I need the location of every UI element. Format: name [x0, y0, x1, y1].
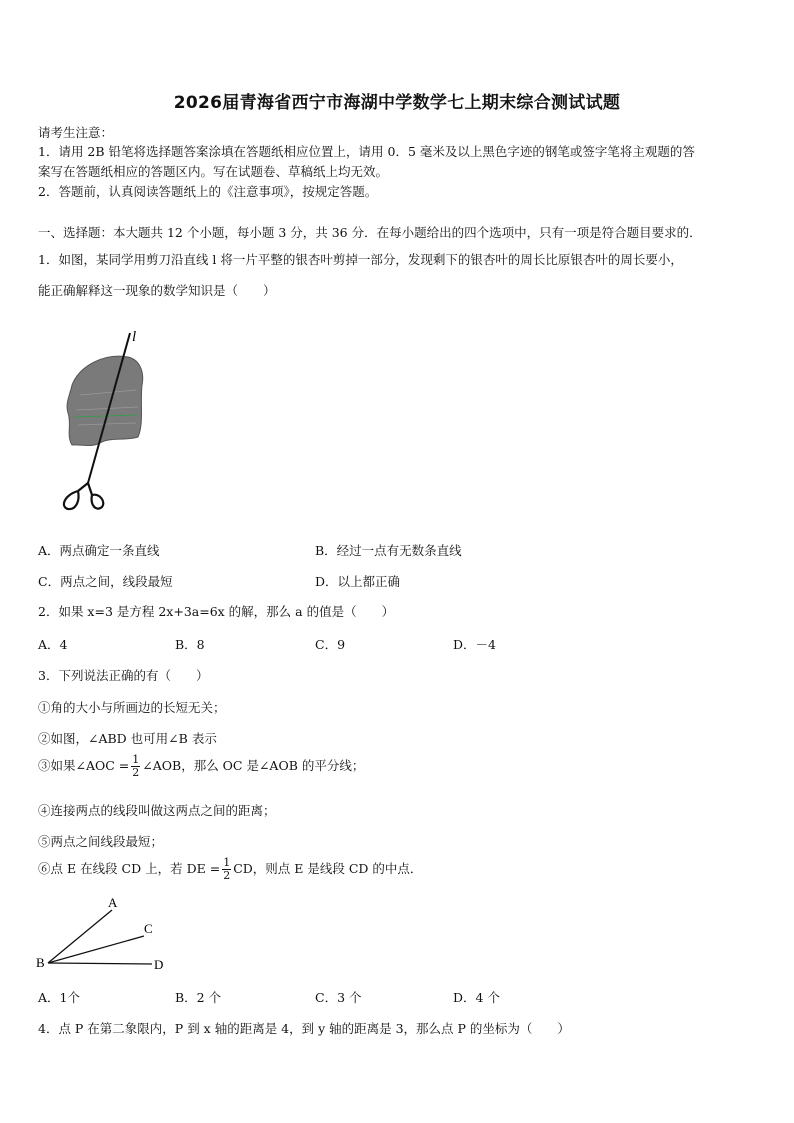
q3-option-c: C．3 个 — [315, 990, 362, 1005]
q3-stem: 3．下列说法正确的有（ ） — [38, 668, 209, 683]
q4-stem: 4．点 P 在第二象限内，P 到 x 轴的距离是 4，到 y 轴的距离是 3，那么点 P 的坐标为（ ） — [38, 1021, 570, 1036]
q2-option-d: D．－4 — [453, 637, 496, 652]
q3-s6-suffix: CD，则点 E 是线段 CD 的中点． — [233, 861, 423, 876]
q2-option-c: C．9 — [315, 637, 346, 652]
q2-option-a: A．4 — [38, 637, 68, 652]
q3-option-b: B．2 个 — [175, 990, 222, 1005]
scissors-icon — [64, 483, 103, 509]
q3-s3-denominator: 2 — [132, 766, 140, 779]
ray-bc — [48, 936, 144, 963]
q1-stem-line2: 能正确解释这一现象的数学知识是（ ） — [38, 283, 276, 298]
point-a-label: A — [108, 895, 118, 910]
notice-line-1b: 案写在答题纸相应的答题区内。写在试题卷、草稿纸上均无效。 — [38, 164, 389, 179]
q3-s3-suffix: ∠AOB，那么 OC 是∠AOB 的平分线； — [142, 758, 365, 773]
q3-s3-numerator: 1 — [132, 753, 140, 766]
q3-s3-prefix: ③如果∠AOC = — [38, 758, 130, 773]
ginkgo-leaf-shape — [67, 356, 143, 445]
section-heading: 一、选择题：本大题共 12 个小题，每小题 3 分，共 36 分．在每小题给出的四个选项中，只有一项是符合题目要求的． — [38, 225, 702, 240]
q1-option-d: D．以上都正确 — [315, 574, 401, 589]
point-b-label: B — [36, 955, 45, 970]
q3-statement-6 — [38, 857, 422, 882]
q3-option-d: D．4 个 — [453, 990, 500, 1005]
q3-option-a: A．1个 — [38, 990, 80, 1005]
point-d-label: D — [154, 957, 164, 972]
q3-statement-3 — [38, 754, 364, 779]
q3-s6-fraction — [222, 857, 231, 882]
notice-line-1a: 1．请用 2B 铅笔将选择题答案涂填在答题纸相应位置上，请用 0．5 毫米及以上黑色字迹的钢笔或签字笔将主观题的答 — [38, 144, 695, 159]
notice-line-2: 2．答题前，认真阅读答题纸上的《注意事项》，按规定答题。 — [38, 184, 378, 199]
q3-statement-2: ②如图，∠ABD 也可用∠B 表示 — [38, 731, 217, 746]
q1-stem-line1: 1．如图，某同学用剪刀沿直线 l 将一片平整的银杏叶剪掉一部分，发现剩下的银杏叶的周长比原银杏叶的周长要小， — [38, 252, 683, 267]
q3-s6-numerator: 1 — [223, 856, 231, 869]
ray-bd — [48, 963, 152, 964]
q1-option-a: A．两点确定一条直线 — [38, 543, 160, 558]
q3-s6-denominator: 2 — [223, 869, 231, 882]
point-c-label: C — [144, 921, 153, 936]
ginkgo-scissors-figure — [50, 325, 160, 515]
notice-heading: 请考生注意： — [38, 125, 114, 140]
q1-option-c: C．两点之间，线段最短 — [38, 574, 173, 589]
q2-option-b: B．8 — [175, 637, 205, 652]
q3-s3-fraction — [131, 754, 140, 779]
line-l-label: l — [132, 329, 137, 345]
angle-figure — [34, 893, 174, 973]
q3-s6-prefix: ⑥点 E 在线段 CD 上，若 DE = — [38, 861, 221, 876]
ray-ba — [48, 910, 112, 963]
q2-stem: 2．如果 x=3 是方程 2x+3a=6x 的解，那么 a 的值是（ ） — [38, 604, 395, 619]
q1-option-b: B．经过一点有无数条直线 — [315, 543, 462, 558]
q3-statement-5: ⑤两点之间线段最短； — [38, 834, 164, 849]
q3-statement-4: ④连接两点的线段叫做这两点之间的距离； — [38, 803, 276, 818]
q3-statement-1: ①角的大小与所画边的长短无关； — [38, 700, 226, 715]
page-title: 2026届青海省西宁市海湖中学数学七上期末综合测试试题 — [173, 93, 621, 113]
